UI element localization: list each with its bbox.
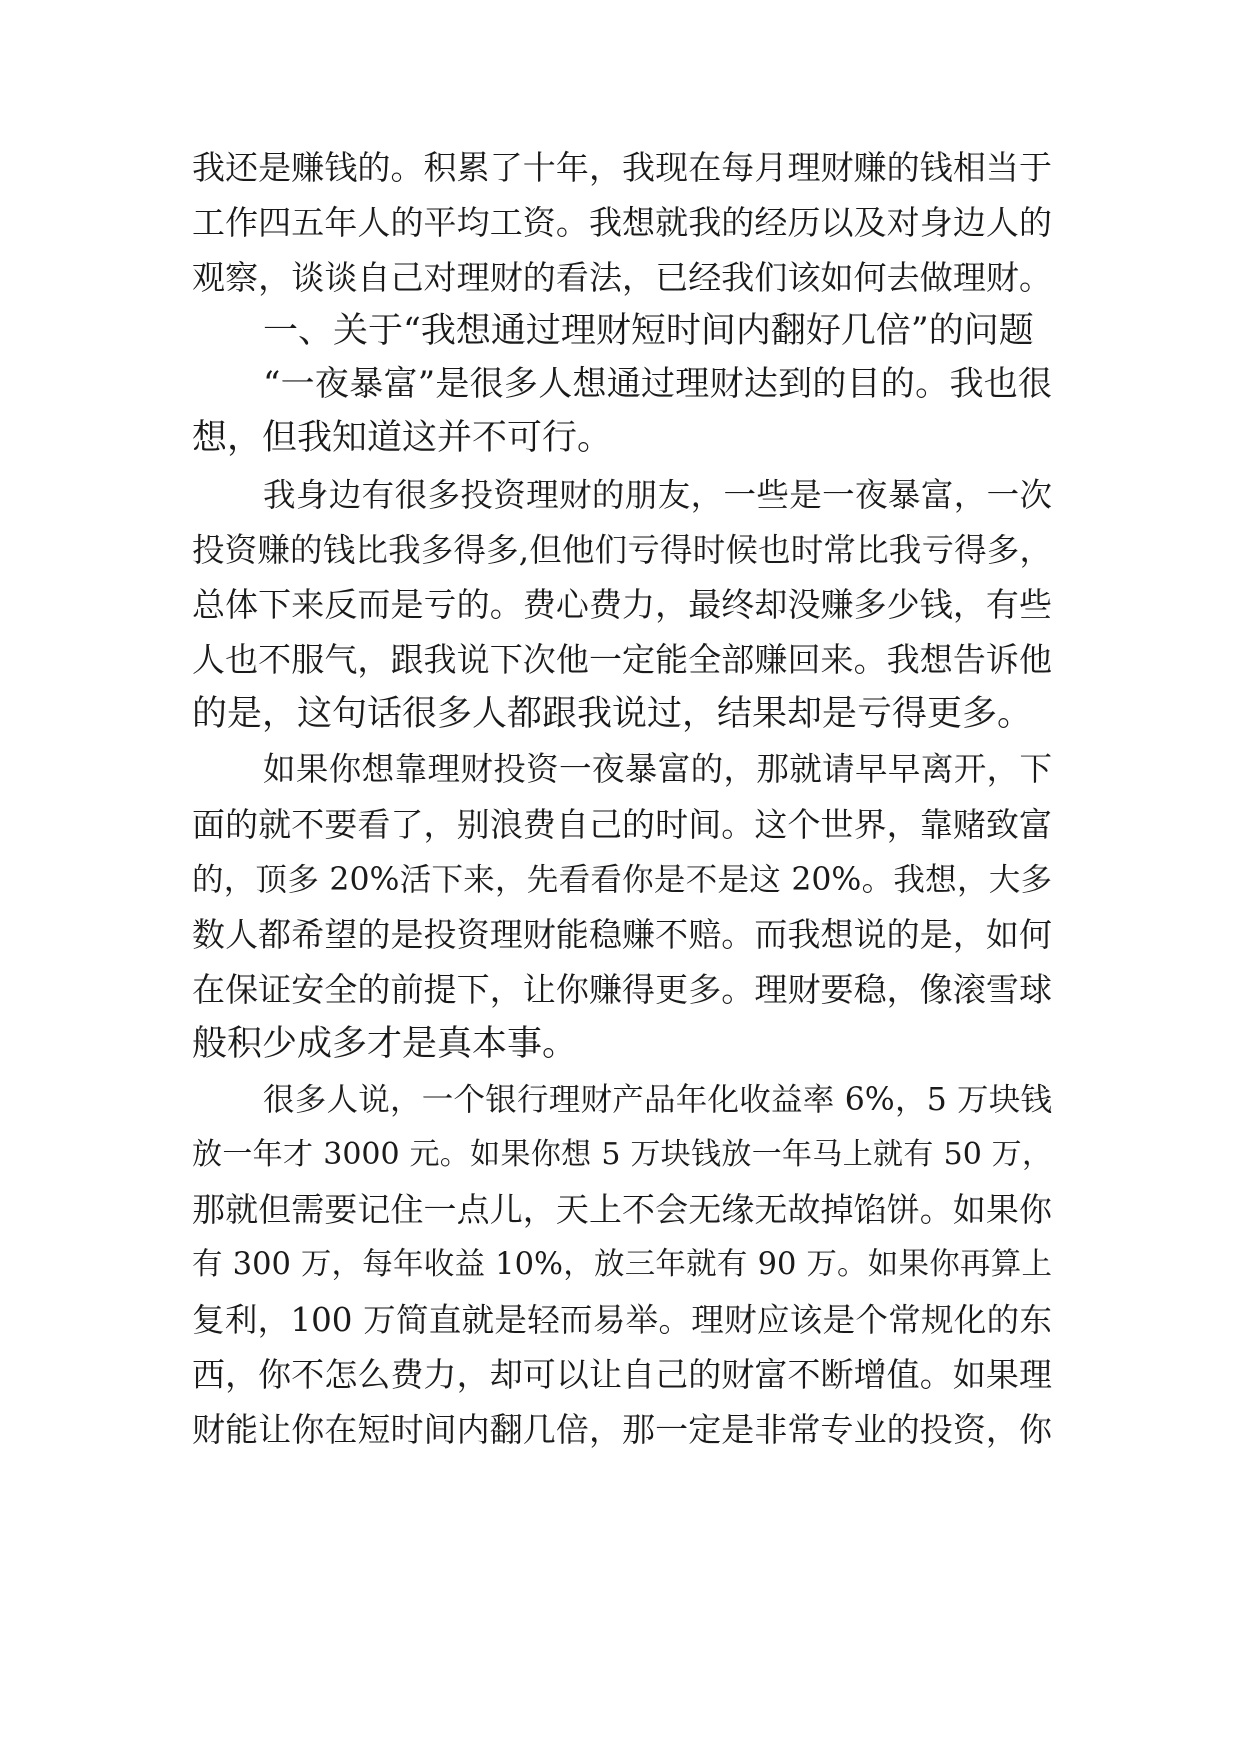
text-line: 我身边有很多投资理财的朋友，一些是一夜暴富，一次: [263, 476, 1052, 514]
text-line: “一夜暴富”是很多人想通过理财达到的目的。我也很: [263, 364, 1052, 404]
text-line: 有 300 万，每年收益 10%，放三年就有 90 万。如果你再算上: [192, 1247, 1052, 1282]
text-line: 很多人说，一个银行理财产品年化收益率 6%，5 万块钱: [263, 1082, 1052, 1118]
text-line: 面的就不要看了，别浪费自己的时间。这个世界，靠赌致富: [192, 805, 1052, 844]
text-line: 观察，谈谈自己对理财的看法，已经我们该如何去做理财。: [192, 258, 1052, 297]
text-line: 工作四五年人的平均工资。我想就我的经历以及对身边人的: [192, 203, 1052, 242]
text-line: 投资赚的钱比我多得多,但他们亏得时候也时常比我亏得多，: [192, 531, 1052, 569]
text-line: 那就但需要记住一点儿，天上不会无缘无故掉馅饼。如果你: [192, 1190, 1052, 1229]
text-line: 数人都希望的是投资理财能稳赚不赔。而我想说的是，如何: [192, 915, 1052, 954]
text-line: 复利，100 万简直就是轻而易举。理财应该是个常规化的东: [192, 1301, 1052, 1339]
text-line: 如果你想靠理财投资一夜暴富的，那就请早早离开，下: [263, 750, 1052, 788]
text-line: 般积少成多才是真本事。: [192, 1024, 578, 1064]
text-line: 财能让你在短时间内翻几倍，那一定是非常专业的投资，你: [192, 1410, 1052, 1449]
text-line: 总体下来反而是亏的。费心费力，最终却没赚多少钱，有些: [192, 585, 1052, 624]
text-line: 的，顶多 20%活下来，先看看你是不是这 20%。我想，大多: [192, 862, 1052, 898]
text-line: 放一年才 3000 元。如果你想 5 万块钱放一年马上就有 50 万，: [192, 1137, 1052, 1172]
text-line: 西，你不怎么费力，却可以让自己的财富不断增值。如果理: [192, 1355, 1052, 1394]
text-line: 人也不服气，跟我说下次他一定能全部赚回来。我想告诉他: [192, 640, 1052, 679]
text-line: 想，但我知道这并不可行。: [192, 418, 613, 458]
text-line: 我还是赚钱的。积累了十年，我现在每月理财赚的钱相当于: [192, 148, 1052, 187]
text-line: 的是，这句话很多人都跟我说过，结果却是亏得更多。: [192, 694, 1033, 734]
text-line: 在保证安全的前提下，让你赚得更多。理财要稳，像滚雪球: [192, 970, 1052, 1009]
section-heading: 一、关于“我想通过理财短时间内翻好几倍”的问题: [263, 311, 1034, 351]
